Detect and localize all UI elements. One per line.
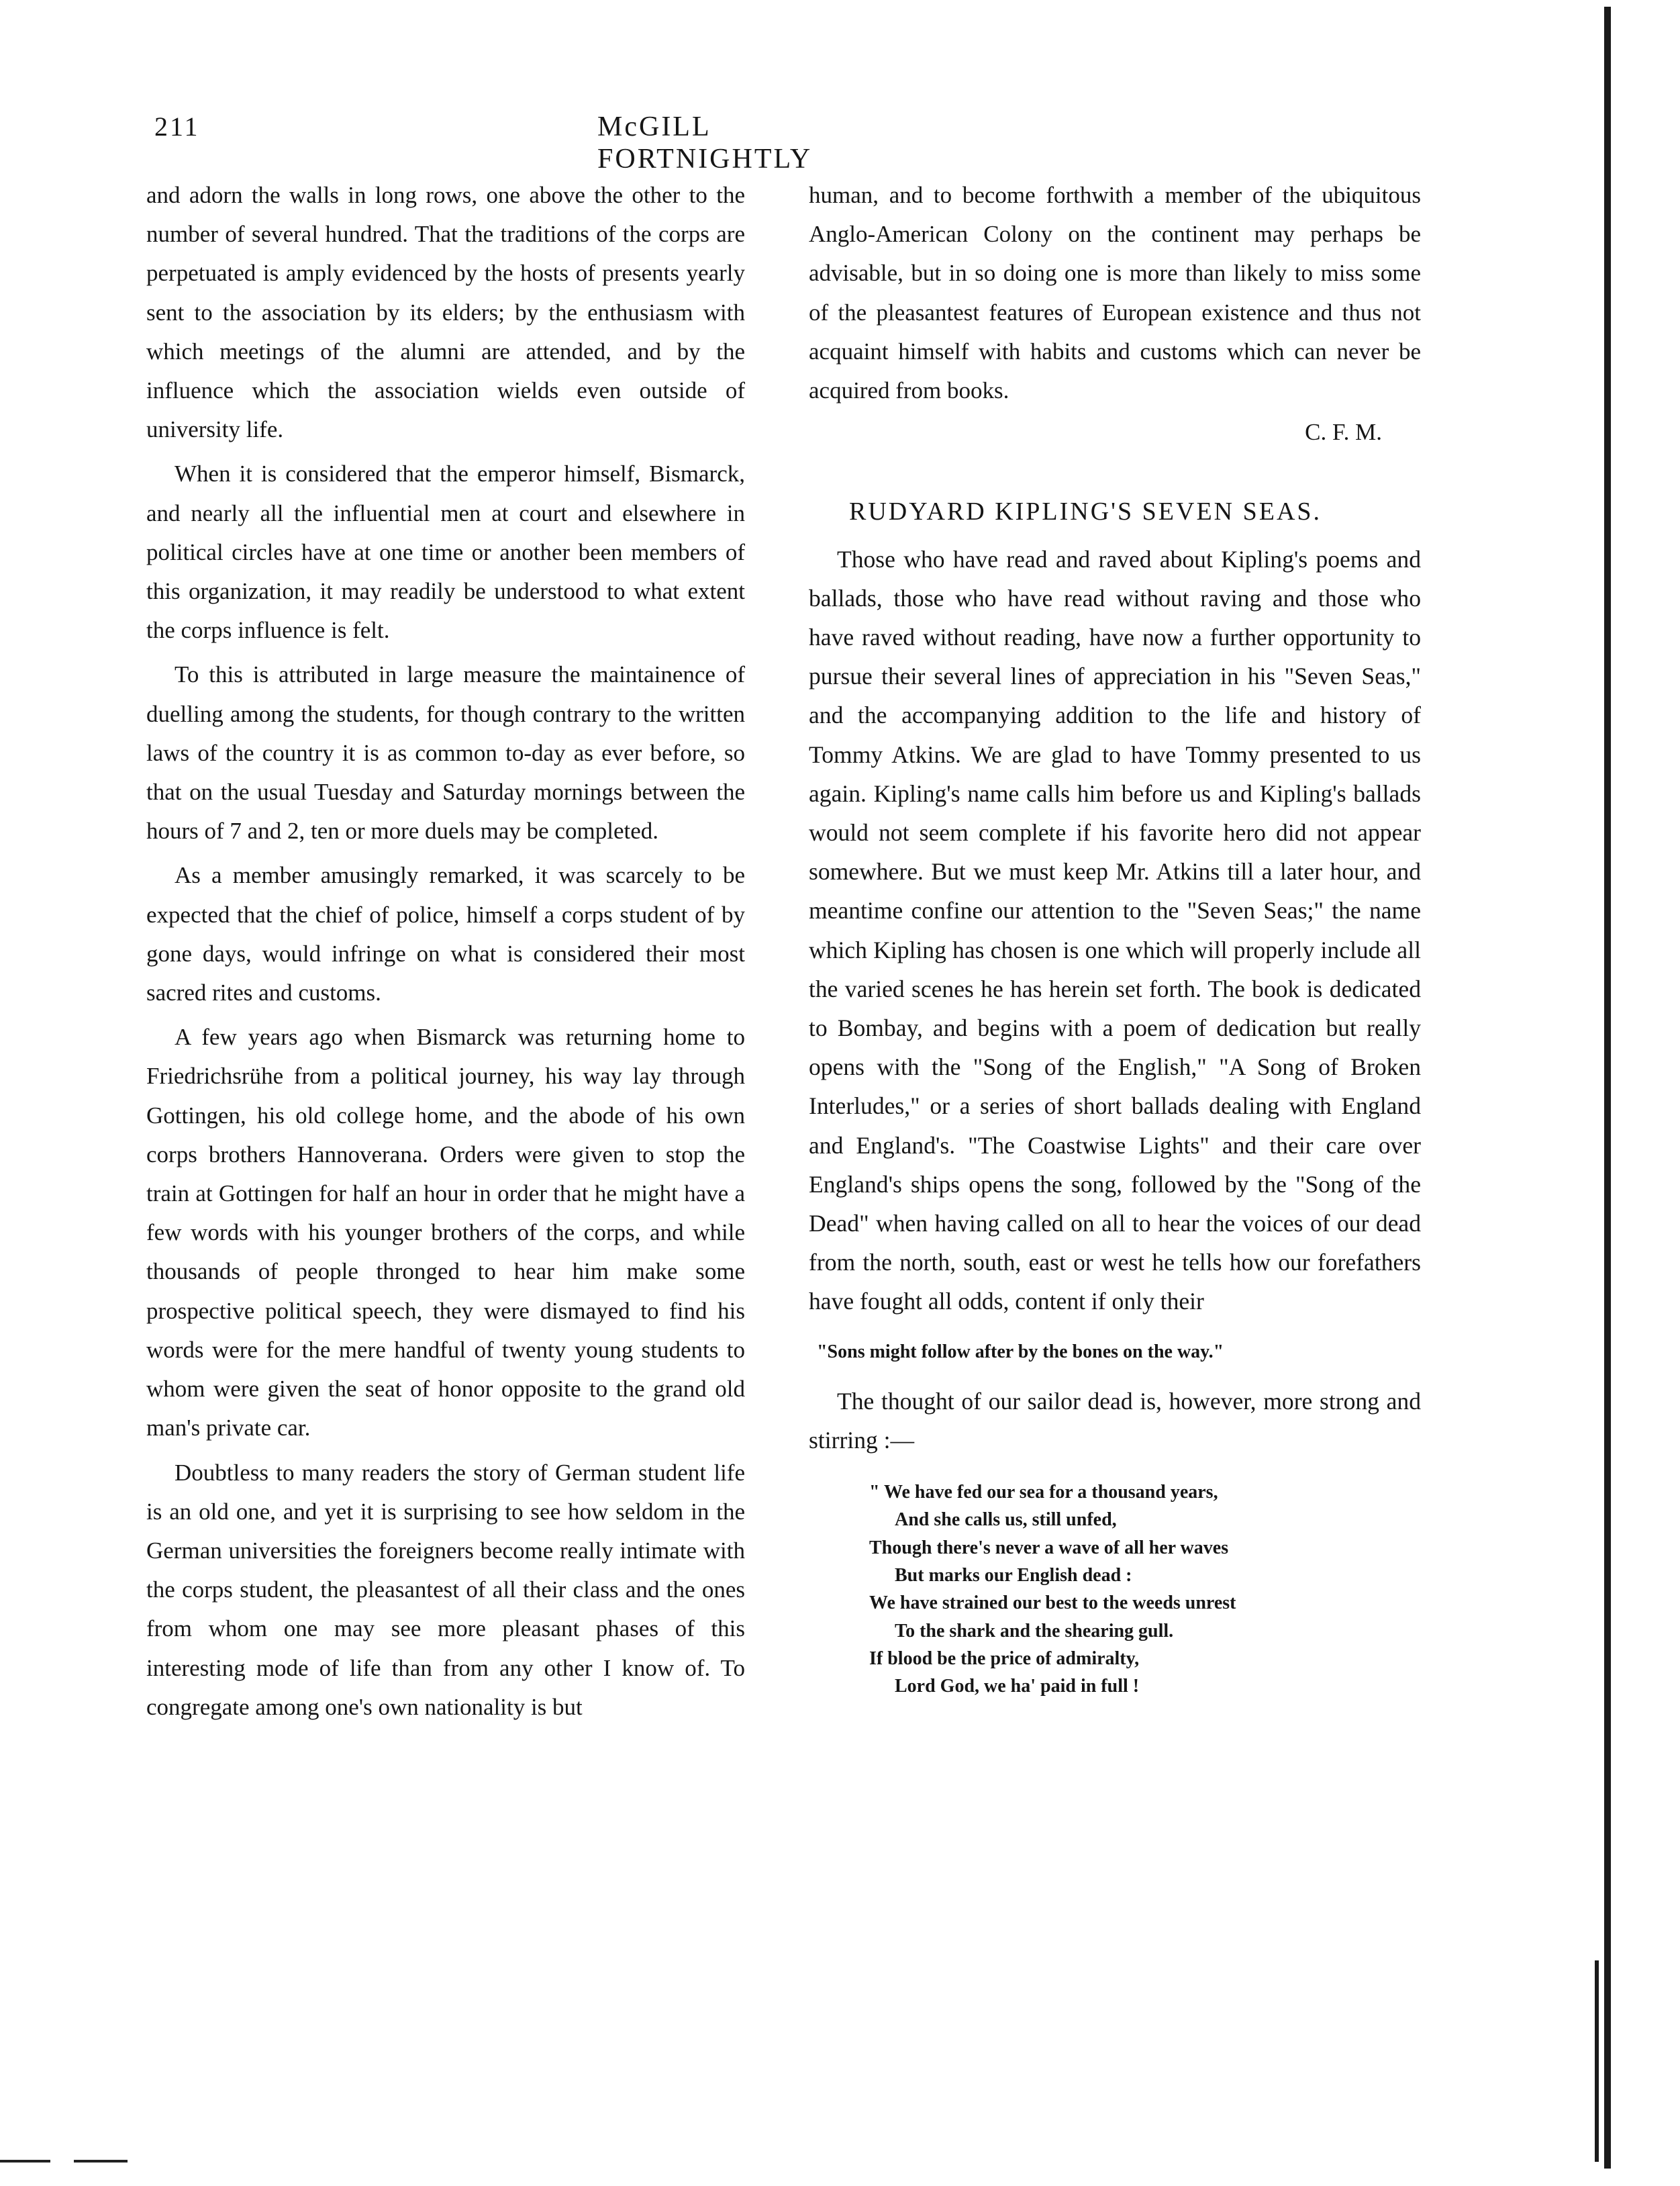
running-head: McGILL FORTNIGHTLY	[597, 111, 813, 175]
paragraph: When it is considered that the emperor himself, Bismarck, and nearly all the influential men at court and elsewhere in political circles have at one time or another been members of this organization, it may readily be understood to what extent the corps influence is felt.	[146, 461, 745, 644]
verse-line: Lord God, we ha' paid in full !	[895, 1676, 1140, 1697]
scan-mark	[74, 2160, 128, 2163]
paragraph: Doubtless to many readers the story of German student life is an old one, and yet it is surprising to see how seldom in the German universities the foreigners become really intimate with the corps student, the pleasantest of all their class and the ones from whom one may see more pleasant phases of this interesting mode of life than from any other I know of. To congregate among one's own nationality is but	[146, 1459, 745, 1720]
verse-line: Though there's never a wave of all her waves	[869, 1537, 1229, 1558]
right-column	[809, 176, 1421, 1700]
verse-line: If blood be the price of admiralty,	[869, 1648, 1140, 1669]
verse-line: To the shark and the shearing gull.	[895, 1620, 1174, 1642]
verse-line: " We have fed our sea for a thousand years,	[869, 1482, 1218, 1503]
paragraph: Those who have read and raved about Kipling's poems and ballads, those who have read without raving and those who have raved without reading, have now a further opportunity to pursue their several lines of appreciation in his "Seven Seas," and the accompanying addition to the life and history of Tommy Atkins. We are glad to have Tommy presented to us again. Kipling's name calls him before us and Kipling's ballads would not seem complete if his favorite hero did not appear somewhere. But we must keep Mr. Atkins till a later hour, and meantime confine our attention to the "Seven Seas;" the name which Kipling has chosen is one which will properly include all the varied scenes he has herein set forth. The book is dedicated to Bombay, and begins with a poem of dedication but really opens with the "Song of the English," "A Song of Broken Interludes," or a series of short ballads dealing with England and England's. "The Coastwise Lights" and their care over England's ships opens the song, followed by the "Song of the Dead" when having called on all to hear the voices of our dead from the north, south, east or west he tells how our forefathers have fought all odds, content if only their	[809, 545, 1421, 1315]
scan-border	[1595, 1960, 1599, 2162]
scan-border	[1604, 7, 1611, 2169]
paragraph: A few years ago when Bismarck was returning home to Friedrichsrühe from a political journey, his way lay through Gottingen, his old college home, and the abode of his own corps brothers Hannoverana. Orders were given to stop the train at Gottingen for half an hour in order that he might have a few words with his younger brothers of the corps, and while thousands of people thronged to hear him make some prospective political speech, they were dismayed to find his words were for the mere handful of twenty young students to whom were given the seat of honor opposite to the grand old man's private car.	[146, 1024, 745, 1441]
scan-mark	[0, 2160, 50, 2163]
paragraph: As a member amusingly remarked, it was scarcely to be expected that the chief of police, himself a corps student of by gone days, would infringe on what is considered their most sacred rites and customs.	[146, 862, 745, 1006]
continuation-paragraph: human, and to become forthwith a member of the ubiquitous Anglo-American Colony on the continent may perhaps be advisable, but in so doing one is more than likely to miss some of the pleasantest features of European existence and thus not acquaint himself with habits and customs which can never be acquired from books.	[809, 182, 1421, 404]
page-number: 211	[154, 111, 200, 142]
author-signature: C. F. M.	[1305, 419, 1382, 446]
paragraph: and adorn the walls in long rows, one above the other to the number of several hundred. That the traditions of the corps are perpetuated is amply evidenced by the hosts of presents yearly sent to the association by its elders; by the enthusiasm with which meetings of the alumni are attended, and by the influence which the association wields even outside of university life.	[146, 182, 745, 443]
verse-line: And she calls us, still unfed,	[895, 1509, 1117, 1531]
paragraph: The thought of our sailor dead is, however, more strong and stirring :—	[809, 1387, 1421, 1454]
verse	[869, 1478, 1421, 1700]
section-title: RUDYARD KIPLING'S SEVEN SEAS.	[849, 497, 1322, 526]
left-column	[146, 176, 745, 1727]
page-header	[154, 111, 906, 175]
verse-line: But marks our English dead :	[895, 1564, 1132, 1586]
verse-line: We have strained our best to the weeds unrest	[869, 1593, 1236, 1614]
paragraph: To this is attributed in large measure the maintainence of duelling among the students, for though contrary to the written laws of the country it is as common to-day as ever before, so that on the usual Tuesday and Saturday mornings between the hours of 7 and 2, ten or more duels may be completed.	[146, 661, 745, 845]
block-quote: "Sons might follow after by the bones on the way."	[817, 1341, 1224, 1362]
